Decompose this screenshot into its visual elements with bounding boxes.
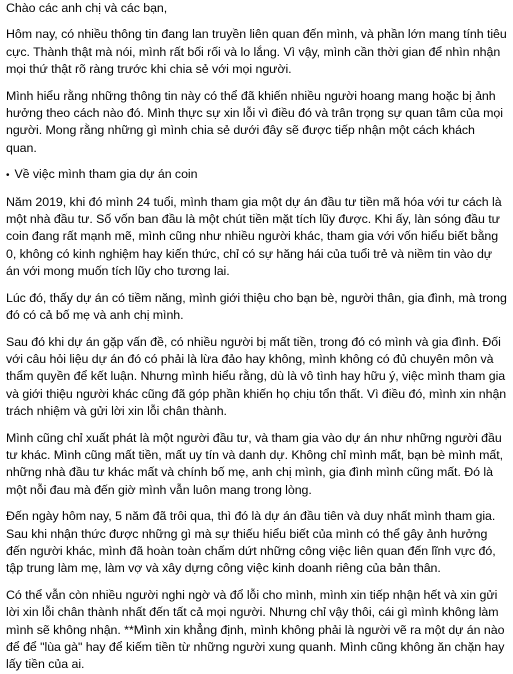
section-heading-line — [6, 166, 507, 184]
paragraph-introduced: Lúc đó, thấy dự án có tiềm năng, mình giới thiệu cho bạn bè, người thân, gia đình, mà trong đó có cả bố mẹ và anh chị mình. — [6, 290, 507, 323]
post-body — [6, 0, 507, 674]
paragraph-five-years: Đến ngày hôm nay, 5 năm đã trôi qua, thì đó là dự án đầu tiên và duy nhất mình tham gia. Sau khi nhận thức được những gì mà sự thiếu hiểu biết của mình có thể gây ảnh hưởng đến người khác, mình đã hoàn toàn chấm dứt những công việc liên quan đến lĩnh vực đó, tập trung làm mẹ, làm vợ và xây dựng công việc kinh doanh riêng của bản thân. — [6, 509, 496, 576]
bullet-icon: • — [6, 170, 10, 182]
apology-paragraph: Mình hiểu rằng những thông tin này có thể đã khiến nhiều người hoang mang hoặc bị ảnh hưởng theo cách nào đó. Mình thực sự xin lỗi vì điều đó và trân trọng sự quan tâm của mọi người. Mong rằng những gì mình chia sẻ dưới đây sẽ được tiếp nhận một cách khách quan. — [6, 88, 503, 155]
paragraph-doubts: Có thể vẫn còn nhiều người nghi ngờ và đổ lỗi cho mình, mình xin tiếp nhận hết và xin gửi lời xin lỗi chân thành nhất đến tất cả mọi người. Nhưng chỉ vậy thôi, cái gì mình không làm mình sẽ không nhận. **Mình xin khẳng định, mình không phải là người vẽ ra một dự án nào để để "lùa gà" hay để kiếm tiền từ những người xung quanh. Mình cũng không ăn chặn hay lấy tiền của ai. — [6, 587, 505, 672]
paragraph-project-problems: Sau đó khi dự án gặp vấn đề, có nhiều người bị mất tiền, trong đó có mình và gia đình. Đối với câu hỏi liệu dự án đó có phải là lừa đảo hay không, mình không có đủ chuyên môn và thẩm quyền để kết luận. Nhưng mình hiểu rằng, dù là vô tình hay hữu ý, việc mình tham gia và giới thiệu người khác cũng đã góp phần khiến họ chịu tổn thất. Vì điều đó, mình xin nhận trách nhiệm và gửi lời xin lỗi chân thành. — [6, 334, 507, 419]
intro-paragraph: Hôm nay, có nhiều thông tin đang lan truyền liên quan đến mình, và phần lớn mang tính tiêu cực. Thành thật mà nói, mình rất bối rối và lo lắng. Vì vậy, mình cần thời gian để nhìn nhận mọi thứ thật rõ ràng trước khi chia sẻ với mọi người. — [6, 27, 507, 77]
paragraph-2019: Năm 2019, khi đó mình 24 tuổi, mình tham gia một dự án đầu tư tiền mã hóa với tư cách là một nhà đầu tư. Số vốn ban đầu là một chút tiền mặt tích lũy được. Khi ấy, làn sóng đầu tư coin đang rất mạnh mẽ, mình cũng như nhiều người khác, tham gia với vốn hiểu biết bằng 0, không có kinh nghiệm hay kiến thức, chỉ có sự hăng hái của tuổi trẻ và niềm tin vào dự án với mong muốn tích lũy cho tương lai. — [6, 194, 502, 279]
paragraph-also-investor: Mình cũng chỉ xuất phát là một người đầu tư, và tham gia vào dự án như những người đầu tư khác. Mình cũng mất tiền, mất uy tín và danh dự. Không chỉ mình mất, bạn bè mình mất, những nhà đầu tư khác mất và chính bố mẹ, anh chị mình, gia đình mình cũng mất. Đó là một nỗi đau mà đến giờ mình vẫn luôn mang trong lòng. — [6, 430, 504, 497]
section-heading: Về việc mình tham gia dự án coin — [14, 167, 198, 182]
greeting: Chào các anh chị và các bạn, — [6, 1, 168, 15]
